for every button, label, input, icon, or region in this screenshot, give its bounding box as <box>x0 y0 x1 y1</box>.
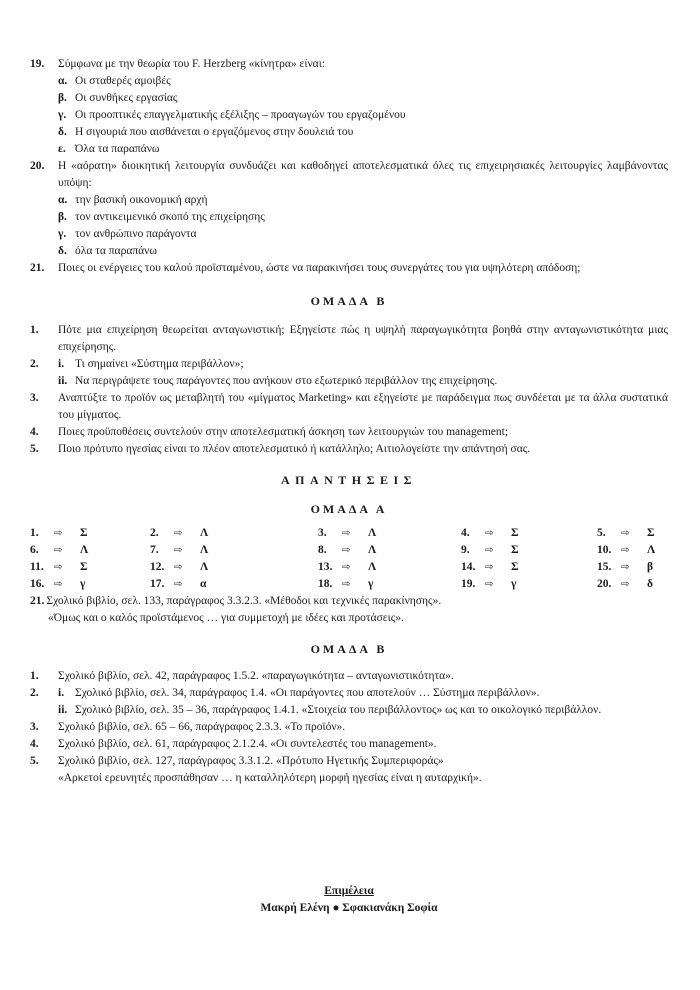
answers-grid <box>30 525 668 593</box>
answer-cell <box>30 576 150 593</box>
answer-number: 2. <box>150 527 159 539</box>
question-number: 5. <box>30 443 39 455</box>
answer-21-quote: «Όμως και ο καλός προϊστάμενος … για συμμετοχή με ιδέες και προτάσεις». <box>48 612 404 624</box>
answer-number: 1. <box>30 670 39 682</box>
answer-cell <box>597 525 668 542</box>
right-arrow-icon: ⇨ <box>54 562 63 573</box>
question-number: 2. <box>30 358 39 370</box>
answer-value: Σ <box>647 527 655 539</box>
answer-value: Σ <box>80 561 88 573</box>
answer-cell <box>150 559 318 576</box>
answer-cell <box>597 559 668 576</box>
question-20 <box>30 158 668 260</box>
option-item <box>58 73 668 90</box>
answer-number: 13. <box>318 561 333 573</box>
question-text: Πότε μια επιχείρηση θεωρείται ανταγωνιστική; Εξηγείστε πώς η υψηλή παραγωγικότητα βοηθά στην ανταγωνιστικότητα μιας επιχείρησης. <box>58 324 668 353</box>
question-options <box>30 192 668 260</box>
answer-value: δ <box>647 578 653 590</box>
option-letter: δ. <box>58 126 67 138</box>
section-heading-omada-b: ΟΜΑΔΑ Β <box>310 294 388 308</box>
answer-value: γ <box>80 578 86 590</box>
answer-cell <box>30 559 150 576</box>
answer-number: 19. <box>461 578 476 590</box>
answer-number: 1. <box>30 527 39 539</box>
right-arrow-icon: ⇨ <box>485 528 494 539</box>
answer-value: Λ <box>368 544 377 556</box>
question-options <box>30 73 668 158</box>
answer-cell <box>150 542 318 559</box>
option-text: Η σιγουριά που αισθάνεται ο εργαζόμενος στην δουλειά του <box>75 126 354 138</box>
answer-cell <box>318 559 461 576</box>
sub-question-text: Τι σημαίνει «Σύστημα περιβάλλον»; <box>75 358 244 370</box>
sub-question-ii <box>58 373 668 390</box>
sub-question-text: Να περιγράψετε τους παράγοντες που ανήκουν στο εξωτερικό περιβάλλον της επιχείρησης. <box>75 375 498 387</box>
answer-value: α <box>200 578 207 590</box>
right-arrow-icon: ⇨ <box>621 545 630 556</box>
answer-value: Σ <box>511 544 519 556</box>
answer-cell <box>318 542 461 559</box>
answer-number: 11. <box>30 561 44 573</box>
right-arrow-icon: ⇨ <box>485 545 494 556</box>
question-number: 3. <box>30 392 39 404</box>
option-text: όλα τα παραπάνω <box>75 245 157 257</box>
answer-cell <box>461 559 597 576</box>
question-number: 19. <box>30 58 45 70</box>
question-item <box>30 56 668 73</box>
answer-number: 18. <box>318 578 333 590</box>
answer-cell <box>461 542 597 559</box>
answer-number: 6. <box>30 544 39 556</box>
answer-reference-text: Σχολικό βιβλίο, σελ. 42, παράγραφος 1.5.2. «παραγωγικότητα – ανταγωνιστικότητα». <box>58 670 454 682</box>
answer-value: Λ <box>80 544 89 556</box>
answer-number: 4. <box>461 527 470 539</box>
section-b-question-5 <box>30 441 668 458</box>
option-letter: γ. <box>58 109 67 121</box>
footer-credits <box>30 883 668 917</box>
question-number: 20. <box>30 160 45 172</box>
answer-value: Λ <box>200 544 209 556</box>
section-b-question-3 <box>30 390 668 424</box>
answer-number: 20. <box>597 578 612 590</box>
answer-value: Σ <box>511 527 519 539</box>
question-number: 21. <box>30 262 45 274</box>
answer-reference-text: Σχολικό βιβλίο, σελ. 127, παράγραφος 3.3.1.2. «Πρότυπο Ηγετικής Συμπεριφοράς» <box>58 755 444 767</box>
answer-number: 9. <box>461 544 470 556</box>
option-letter: α. <box>58 75 68 87</box>
right-arrow-icon: ⇨ <box>54 579 63 590</box>
option-text: Όλα τα παραπάνω <box>75 143 160 155</box>
answer-reference-text: Σχολικό βιβλίο, σελ. 34, παράγραφος 1.4. «Οι παράγοντες που αποτελούν … Σύστημα περιβάλλον». <box>75 687 540 699</box>
option-item <box>58 141 668 158</box>
answer-number: 10. <box>597 544 612 556</box>
right-arrow-icon: ⇨ <box>174 528 183 539</box>
option-text: τον ανθρώπινο παράγοντα <box>75 228 197 240</box>
question-19 <box>30 56 668 158</box>
section-heading-answers: ΑΠΑΝΤΗΣΕΙΣ <box>280 473 418 487</box>
right-arrow-icon: ⇨ <box>342 579 351 590</box>
answer-value: Λ <box>368 527 377 539</box>
answer-b-5 <box>30 753 668 787</box>
credits-names: Μακρή Ελένη ● Σφακιανάκη Σοφία <box>260 902 438 914</box>
option-text: Οι συνθήκες εργασίας <box>75 92 178 104</box>
answer-number: 16. <box>30 578 45 590</box>
answer-cell <box>461 525 597 542</box>
answer-number: 15. <box>597 561 612 573</box>
right-arrow-icon: ⇨ <box>621 579 630 590</box>
answer-cell <box>30 525 150 542</box>
right-arrow-icon: ⇨ <box>54 528 63 539</box>
option-letter: γ. <box>58 228 67 240</box>
answer-reference-text: Σχολικό βιβλίο, σελ. 61, παράγραφος 2.1.2.4. «Οι συντελεστές του management». <box>58 738 437 750</box>
answer-number: 3. <box>30 721 39 733</box>
answer-value: γ <box>511 578 517 590</box>
sub-question-label: i. <box>58 358 65 370</box>
option-item <box>58 90 668 107</box>
question-text: Αναπτύξτε το προϊόν ως μεταβλητή του «μίγματος Marketing» και εξηγείστε με παράδειγμα πως συνδέεται με τα άλλα συστατικά του μίγματος. <box>58 392 668 421</box>
answer-value: β <box>647 561 654 573</box>
answer-reference-text: Σχολικό βιβλίο, σελ. 65 – 66, παράγραφος 2.3.3. «Το προϊόν». <box>58 721 346 733</box>
right-arrow-icon: ⇨ <box>174 562 183 573</box>
option-item <box>58 209 668 226</box>
question-text: Ποιο πρότυπο ηγεσίας είναι το πλέον αποτελεσματικό ή κατάλληλο; Αιτιολογείστε την απάντησή σας. <box>58 443 531 455</box>
question-text: Η «αόρατη» διοικητική λειτουργία συνδυάζει και καθοδηγεί αποτελεσματικά όλες τις επιχειρησιακές λειτουργίες λαμβάνοντας υπόψη: <box>58 160 668 189</box>
answer-number: 8. <box>318 544 327 556</box>
answer-cell <box>461 576 597 593</box>
answer-value: Σ <box>511 561 519 573</box>
right-arrow-icon: ⇨ <box>342 545 351 556</box>
answer-b-2 <box>30 685 668 719</box>
option-text: τον αντικειμενικό σκοπό της επιχείρησης <box>75 211 265 223</box>
answer-number: 14. <box>461 561 476 573</box>
answer-value: γ <box>368 578 374 590</box>
option-item <box>58 192 668 209</box>
answer-cell <box>318 525 461 542</box>
option-letter: ε. <box>58 143 66 155</box>
section-heading-answers-omada-b: ΟΜΑΔΑ Β <box>310 642 388 656</box>
right-arrow-icon: ⇨ <box>174 545 183 556</box>
option-text: Οι σταθερές αμοιβές <box>75 75 171 87</box>
question-number: 1. <box>30 324 39 336</box>
right-arrow-icon: ⇨ <box>621 528 630 539</box>
answer-value: Λ <box>200 561 209 573</box>
answer-number: 5. <box>597 527 606 539</box>
right-arrow-icon: ⇨ <box>342 562 351 573</box>
section-b-question-2 <box>30 356 668 390</box>
right-arrow-icon: ⇨ <box>485 579 494 590</box>
question-text: Ποιες οι ενέργειες του καλού προϊσταμένου, ώστε να παρακινήσει τους συνεργάτες του για υψηλότερη απόδοση; <box>58 262 581 274</box>
answer-b-4 <box>30 736 668 753</box>
question-text: Ποιες προϋποθέσεις συντελούν στην αποτελεσματική άσκηση των λειτουργιών του management; <box>58 426 509 438</box>
answer-reference-text: Σχολικό βιβλίο, σελ. 133, παράγραφος 3.3.2.3. «Μέθοδοι και τεχνικές παρακίνησης». <box>46 595 442 607</box>
right-arrow-icon: ⇨ <box>485 562 494 573</box>
answer-quote: «Αρκετοί ερευνητές προσπάθησαν … η καταλληλότερη μορφή ηγεσίας είναι η αυταρχική». <box>58 772 482 784</box>
answer-value: Λ <box>647 544 656 556</box>
option-item <box>58 226 668 243</box>
answer-number: 17. <box>150 578 165 590</box>
answer-value: Λ <box>368 561 377 573</box>
answer-number: 4. <box>30 738 39 750</box>
option-letter: β. <box>58 92 67 104</box>
sub-question-label: ii. <box>58 375 68 387</box>
answer-value: Σ <box>80 527 88 539</box>
option-text: την βασική οικονομική αρχή <box>75 194 208 206</box>
answer-cell <box>150 576 318 593</box>
answer-21-reference <box>30 593 668 610</box>
section-b-question-1 <box>30 322 668 356</box>
sub-question-i <box>58 356 668 373</box>
answer-number: 7. <box>150 544 159 556</box>
section-b-question-4 <box>30 424 668 441</box>
question-item <box>30 158 668 192</box>
option-item <box>58 107 668 124</box>
question-21 <box>30 260 668 277</box>
question-text: Σύμφωνα με την θεωρία του F. Herzberg «κίνητρα» είναι: <box>58 58 325 70</box>
credits-title: Επιμέλεια <box>324 885 374 897</box>
sub-answer-label: i. <box>58 687 65 699</box>
answer-cell <box>318 576 461 593</box>
answer-cell <box>597 576 668 593</box>
option-letter: δ. <box>58 245 67 257</box>
answer-reference-text: Σχολικό βιβλίο, σελ. 35 – 36, παράγραφος 1.4.1. «Στοιχεία του περιβάλλοντος» ως και το οικολογικό περιβάλλον. <box>75 704 602 716</box>
option-text: Οι προοπτικές επαγγελματικής εξέλιξης – προαγωγών του εργαζομένου <box>75 109 406 121</box>
answer-number: 2. <box>30 687 39 699</box>
question-number: 4. <box>30 426 39 438</box>
answer-sub-i <box>58 685 668 702</box>
option-letter: α. <box>58 194 68 206</box>
right-arrow-icon: ⇨ <box>54 545 63 556</box>
answer-cell <box>597 542 668 559</box>
answer-cell <box>30 542 150 559</box>
answer-b-1 <box>30 668 668 685</box>
answer-number: 12. <box>150 561 165 573</box>
answer-cell <box>150 525 318 542</box>
section-heading-answers-omada-a: ΟΜΑΔΑ Α <box>310 502 388 516</box>
answer-number: 21. <box>30 595 45 607</box>
answer-number: 5. <box>30 755 39 767</box>
answer-sub-ii <box>58 702 668 719</box>
option-item <box>58 243 668 260</box>
option-item <box>58 124 668 141</box>
right-arrow-icon: ⇨ <box>342 528 351 539</box>
right-arrow-icon: ⇨ <box>174 579 183 590</box>
answer-number: 3. <box>318 527 327 539</box>
sub-answer-label: ii. <box>58 704 68 716</box>
answer-b-3 <box>30 719 668 736</box>
right-arrow-icon: ⇨ <box>621 562 630 573</box>
answer-value: Λ <box>200 527 209 539</box>
option-letter: β. <box>58 211 67 223</box>
